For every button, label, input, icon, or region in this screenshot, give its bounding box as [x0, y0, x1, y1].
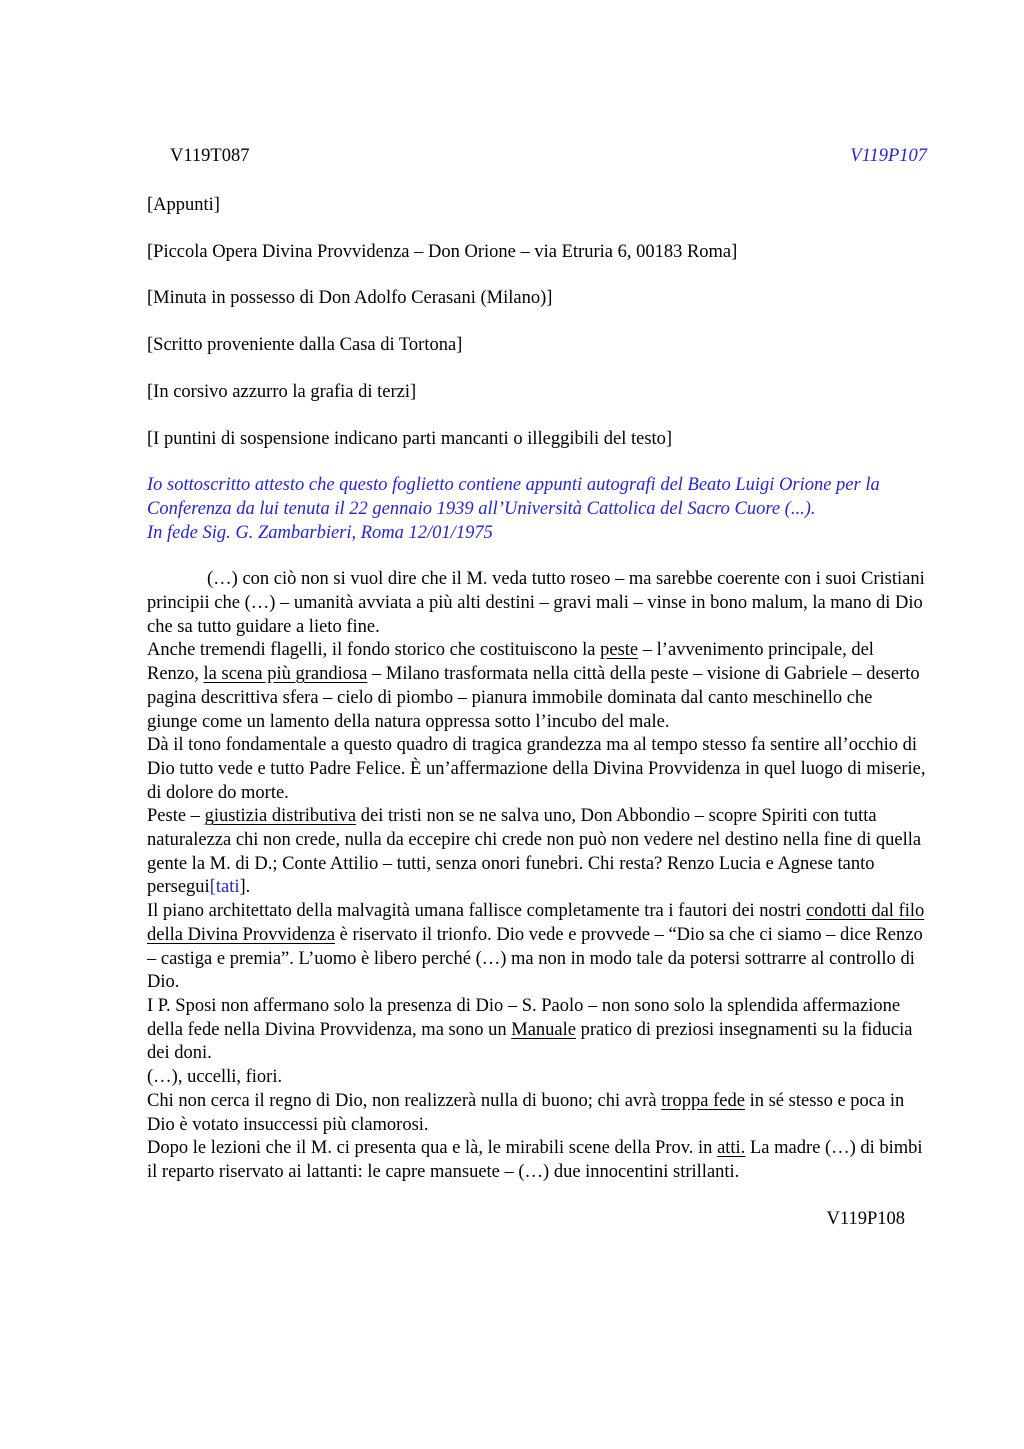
underlined-text: condotti dal filo della Divina Provvidenza	[147, 901, 925, 945]
document-code: V119T087	[170, 146, 250, 166]
note-provenance: [Scritto proveniente dalla Casa di Tortona]	[147, 335, 463, 356]
underlined-text: giustizia distributiva	[204, 806, 357, 827]
note-ellipsis-legend: [I puntini di sospensione indicano parti mancanti o illeggibili del testo]	[147, 428, 673, 449]
page-footer	[147, 1208, 927, 1232]
certification-statement: Io sottoscritto attesto che questo foglietto contiene appunti autografi del Beato Luigi Orione per la Conferenza da lui tenuta il 22 gennaio 1939 all’Università Cattolica del Sacro Cuore (...).	[147, 475, 880, 519]
paragraph: Il piano architettato della malvagità umana fallisce completamente tra i fautori dei nostri condotti dal filo della Divina Provvidenza è riservato il trionfo. Dio vede e provvede – “Dio sa che ci siamo – dice Renzo – castiga e premia”. L’uomo è libero perché (…) ma non in modo tale da potersi sottrarre al controllo di Dio.	[147, 901, 925, 993]
paragraph: I P. Sposi non affermano solo la presenza di Dio – S. Paolo – non sono solo la splendida affermazione della fede nella Divina Provvidenza, ma sono un Manuale pratico di preziosi insegnamenti su la fiducia dei doni.	[147, 995, 913, 1064]
paragraph: (…) con ciò non si vuol dire che il M. veda tutto roseo – ma sarebbe coerente con i suoi Cristiani principii che (…) – umanità avviata a più alti destini – gravi mali – vinse in bono malum, la mano di Dio che sa tutto guidare a lieto fine.	[147, 569, 925, 637]
paragraph: Chi non cerca il regno di Dio, non realizzerà nulla di buono; chi avrà troppa fede in sé stesso e poca in Dio è votato insuccessi più clamorosi.	[147, 1090, 905, 1135]
body-text	[147, 568, 927, 1184]
document-page	[147, 145, 927, 1231]
underlined-text: Manuale	[511, 1019, 576, 1040]
note-appunti: [Appunti]	[147, 195, 220, 215]
paragraph: Dà il tono fondamentale a questo quadro di tragica grandezza ma al tempo stesso fa sentire all’occhio di Dio tutto vede e tutto Padre Felice. È un’affermazione della Divina Provvidenza in quel luogo di miserie, di dolore do morte.	[147, 735, 926, 803]
underlined-text: atti.	[717, 1138, 746, 1159]
underlined-text: troppa fede	[661, 1090, 745, 1111]
underlined-text: peste	[600, 640, 639, 661]
certification-block	[147, 474, 927, 545]
paragraph: Anche tremendi flagelli, il fondo storico che costituiscono la peste – l’avvenimento principale, del Renzo, la scena più grandiosa – Milano trasformata nella città della peste – visione di Gabriele – deserto pagina descrittiva sfera – cielo di piombo – pianura immobile dominata dal canto meschinello che giunge come un lamento della natura oppressa sotto l’incubo del male.	[147, 640, 920, 732]
page-header	[147, 145, 927, 169]
page-code: V119P107	[850, 146, 927, 166]
third-party-insertion: [tati	[209, 877, 240, 898]
paragraph: (…), uccelli, fiori.	[147, 1067, 283, 1088]
underlined-text: la scena più grandiosa	[203, 664, 368, 685]
paragraph: Peste – giustizia distributiva dei tristi non se ne salva uno, Don Abbondio – scopre Spiriti con tutta naturalezza chi non crede, nulla da eccepire chi crede non può non vedere nel destino nella fine di quella gente la M. di D.; Conte Attilio – tutti, senza onori funebri. Chi resta? Renzo Lucia e Agnese tanto persegui[tati].	[147, 806, 922, 898]
certification-signature: In fede Sig. G. Zambarbieri, Roma 12/01/1975	[147, 522, 493, 543]
note-draft-owner: [Minuta in possesso di Don Adolfo Cerasani (Milano)]	[147, 288, 553, 309]
note-italic-legend: [In corsivo azzurro la grafia di terzi]	[147, 381, 417, 402]
next-page-code: V119P108	[826, 1208, 905, 1229]
note-publisher: [Piccola Opera Divina Provvidenza – Don Orione – via Etruria 6, 00183 Roma]	[147, 241, 738, 262]
paragraph: Dopo le lezioni che il M. ci presenta qua e là, le mirabili scene della Prov. in atti. La madre (…) di bimbi il reparto riservato ai lattanti: le capre mansuete – (…) due innocentini strillanti.	[147, 1138, 923, 1182]
